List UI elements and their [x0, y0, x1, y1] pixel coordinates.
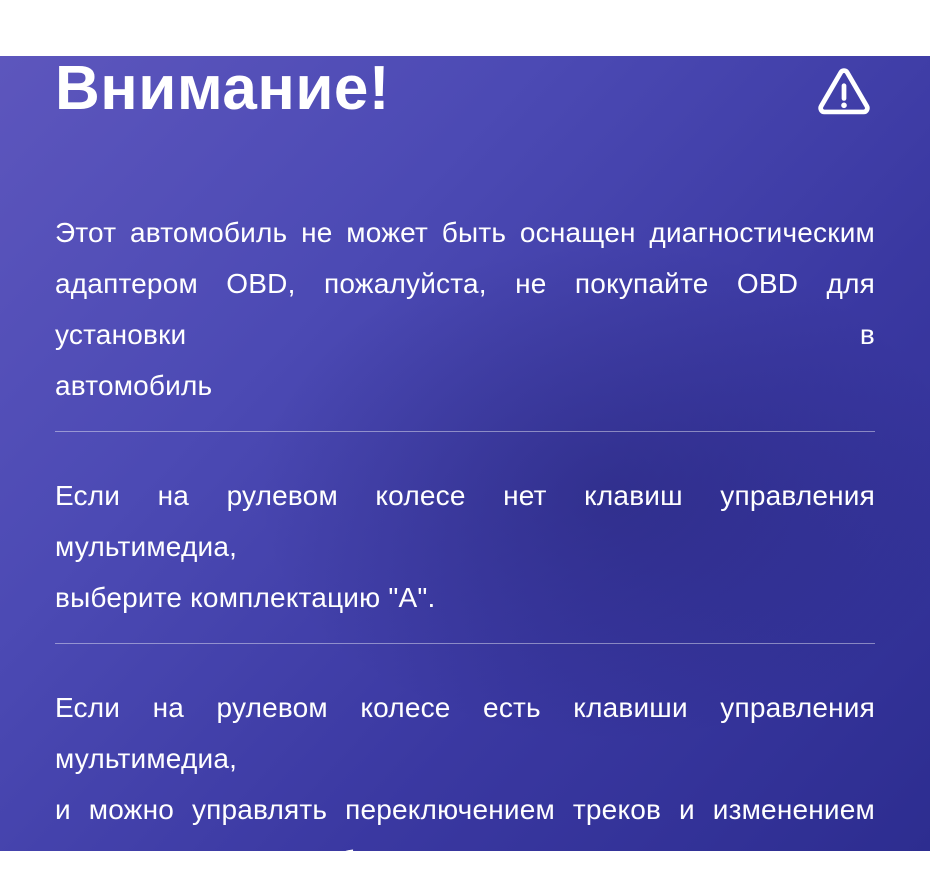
page-title: Внимание!: [55, 54, 391, 123]
paragraph-line: и можно управлять переключением треков и изменением: [55, 793, 875, 825]
paragraph-trim-a: [55, 470, 875, 623]
paragraph-line: Этот автомобиль не может быть оснащен диагностическим: [55, 216, 875, 248]
warning-triangle-icon: [815, 64, 873, 122]
paragraph-line: уровня громкости, выберите комплектацию "B".: [55, 844, 684, 876]
paragraph-line: Если на рулевом колесе есть клавиши управления мультимедиа,: [55, 691, 875, 774]
paragraph-line: Если на рулевом колесе нет клавиш управления мультимедиа,: [55, 479, 875, 562]
paragraph-line: выберите комплектацию "A".: [55, 581, 436, 613]
paragraph-trim-b: [55, 682, 875, 886]
header: [55, 56, 875, 123]
paragraph-line: адаптером OBD, пожалуйста, не покупайте OBD для установки в: [55, 267, 875, 350]
paragraph-line: автомобиль: [55, 369, 213, 401]
divider: [55, 643, 875, 644]
paragraph-obd-warning: [55, 207, 875, 411]
divider: [55, 431, 875, 432]
warning-notice-card: [0, 54, 930, 876]
